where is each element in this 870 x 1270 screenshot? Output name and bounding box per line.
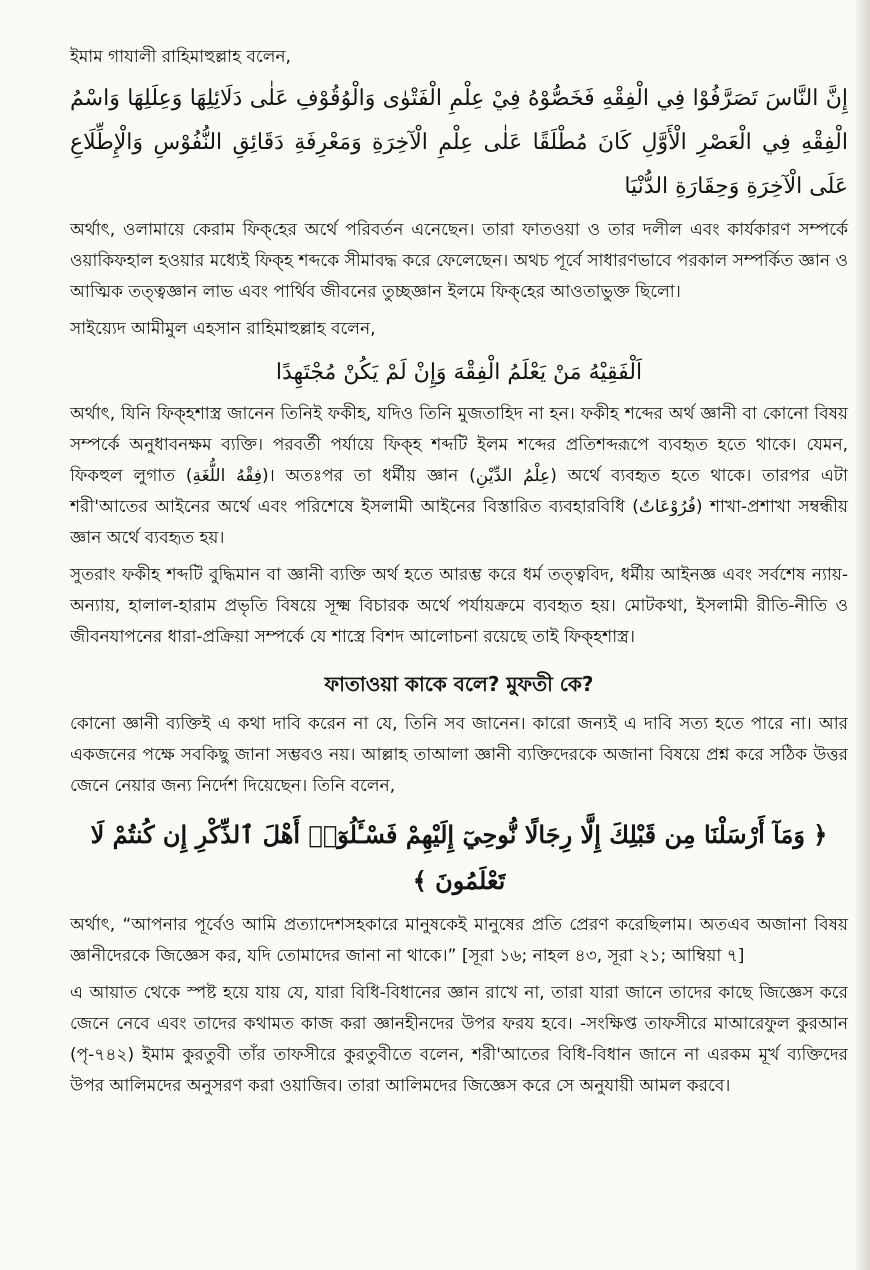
paragraph-knowledge: কোনো জ্ঞানী ব্যক্তিই এ কথা দাবি করেন না যে, তিনি সব জানেন। কারো জন্যই এ দাবি সত্য হতে পারে না। আর একজনের পক্ষে সবকিছু জানা সম্ভবও নয়। আল্লাহ তাআলা জ্ঞানী ব্যক্তিদেরকে অজানা বিষয়ে প্রশ্ন করে সঠিক উত্তর জেনে নেয়ার জন্য নির্দেশ দিয়েছেন। তিনি বলেন, — [70, 714, 848, 796]
intro-line-amimul-ehsan: সাইয়্যেদ আমীমুল এহসান রাহিমাহুল্লাহ বলেন, — [70, 319, 376, 339]
intro-line-ghazali: ইমাম গাযালী রাহিমাহুল্লাহ বলেন, — [70, 47, 291, 67]
arabic-quote-faqih: اَلْفَقِيْهُ مَنْ يَعْلَمُ الْفِقْهَ وَإِنْ لَمْ يَكُنْ مُجْتَهِدًا — [275, 360, 643, 385]
section-heading: ফাতাওয়া কাকে বলে? মুফতী কে? — [324, 672, 594, 696]
paragraph-faqih-meaning — [70, 399, 848, 554]
text-segment: ) অর্থে ব্যবহৃত হতে থাকে। তারপর এটা শরী'আতের আইনের অর্থে এবং পরিশেষে ইসলামী আইনের বিস্তারিত ব্যবহারবিধি ( — [70, 466, 848, 517]
text-segment: ) শাখা-প্রশাখা সম্বন্ধীয় জ্ঞান অর্থে ব্যবহৃত হয়। — [70, 497, 849, 548]
arabic-inline-term: عِلْمُ الدِّيْنِ — [475, 466, 551, 486]
arabic-quote-ghazali: إِنَّ النَّاسَ تَصَرَّفُوْا فِي الْفِقْهِ فَخَصُّوْهُ فِيْ عِلْمِ الْفَتْوٰى وَالْوُقُوْفِ عَلٰى دَلَائِلِهَا وَعِلَلِهَا وَاسْمُ الْفِقْهِ فِي الْعَصْرِ الْأَوَّلِ كَانَ مُطْلَقًا عَلٰى عِلْمِ الْآخِرَةِ وَمَعْرِفَةِ دَقَائِقِ النُّفُوْسِ وَالْإِطِّلَاعِ عَلَى الْآخِرَةِ وَحِقَارَةِ الدُّنْيَا — [70, 86, 848, 199]
paragraph-translation-1: অর্থাৎ, ওলামায়ে কেরাম ফিক্‌হের অর্থে পরিবর্তন এনেছেন। তারা ফাতওয়া ও তার দলীল এবং কার্যকারণ সম্পর্কে ওয়াকিফহাল হওয়ার মধ্যেই ফিক্‌হ শব্দকে সীমাবদ্ধ করে ফেলেছেন। অথচ পূর্বে সাধারণভাবে পরকাল সম্পর্কিত জ্ঞান ও আত্মিক তত্ত্বজ্ঞান লাভ এবং পার্থিব জীবনের তুচ্ছজ্ঞান ইলমে ফিক্‌হের আওতাভুক্ত ছিলো। — [70, 220, 848, 302]
paragraph-ayah-translation: অর্থাৎ, “আপনার পূর্বেও আমি প্রত্যাদেশসহকারে মানুষকেই মানুষের প্রতি প্রেরণ করেছিলাম। অতএব অজানা বিষয় জ্ঞানীদেরকে জিজ্ঞেস কর, যদি তোমাদের জানা না থাকে।” [সূরা ১৬; নাহল ৪৩, সূরা ২১; আম্বিয়া ৭] — [70, 915, 848, 966]
text-segment: )। অতঃপর তা ধর্মীয় জ্ঞান ( — [262, 466, 476, 486]
arabic-inline-term: فِقْهُ اللُّغَةِ — [192, 466, 262, 486]
page-edge-shadow — [856, 0, 870, 1270]
paragraph-ayah-explanation: এ আয়াত থেকে স্পষ্ট হয়ে যায় যে, যারা বিধি-বিধানের জ্ঞান রাখে না, তারা যারা জানে তাদের কাছে জিজ্ঞেস করে জেনে নেবে এবং তাদের কথামত কাজ করা জ্ঞানহীনদের উপর ফরয হবে। -সংক্ষিপ্ত তাফসীরে মাআরেফুল কুরআন (পৃ-৭৪২) ইমাম কুরতুবী তাঁর তাফসীরে কুরতুবীতে বলেন, শরী'আতের বিধি-বিধান জানে না এরকম মূর্খ ব্যক্তিদের উপর আলিমদের অনুসরণ করা ওয়াজিব। তারা আলিমদের জিজ্ঞেস করে সে অনুযায়ী আমল করবে। — [70, 983, 848, 1096]
arabic-inline-term: فُرُوْعَاتٌ — [638, 497, 696, 517]
quran-ayah: ﴿ وَمَآ أَرْسَلْنَا مِن قَبْلِكَ إِلَّا رِجَالًا نُّوحِيٓ إِلَيْهِمْ فَسْـَٔلُوٓا۟ أَهْلَ ٱلذِّكْرِ إِن كُنتُمْ لَا تَعْلَمُونَ ﴾ — [90, 820, 828, 895]
text-segment: অর্থাৎ, যিনি ফিক্‌হশাস্ত্র জানেন তিনিই ফকীহ, যদিও তিনি মুজতাহিদ না হন। ফকীহ শব্দের অর্থ জ্ঞানী বা কোনো বিষয় সম্পর্কে অনুধাবনক্ষম ব্যক্তি। পরবর্তী পর্যায়ে ফিক্‌হ শব্দটি ইলম শব্দের প্রতিশব্দরূপে ব্যবহৃত হতে থাকে। যেমন, ফিকহুল লুগাত ( — [70, 404, 848, 486]
paragraph-faqih-summary: সুতরাং ফকীহ শব্দটি বুদ্ধিমান বা জ্ঞানী ব্যক্তি অর্থ হতে আরম্ভ করে ধর্ম তত্ত্ববিদ, ধর্মীয় আইনজ্ঞ এবং সর্বশেষ ন্যায়-অন্যায়, হালাল-হারাম প্রভৃতি বিষয়ে সূক্ষ্ম বিচারক অর্থে পর্যায়ক্রমে ব্যবহৃত হয়। মোটকথা, ইসলামী রীতি-নীতি ও জীবনযাপনের ধারা-প্রক্রিয়া সম্পর্কে যে শাস্ত্রে বিশদ আলোচনা রয়েছে তাই ফিক্‌হশাস্ত্র। — [70, 565, 848, 647]
